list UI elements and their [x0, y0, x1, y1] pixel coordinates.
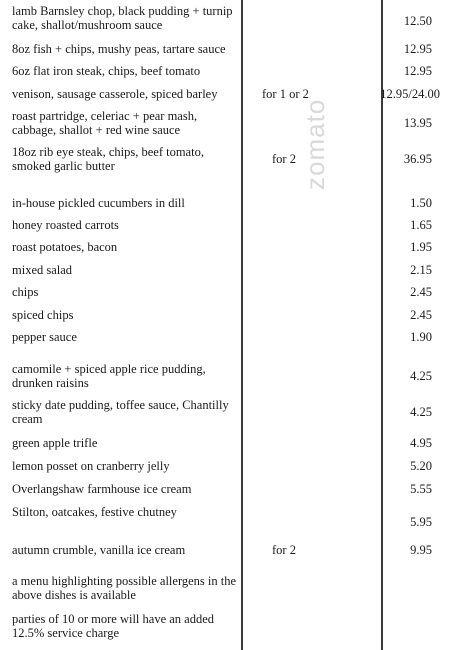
item-description: roast partridge, celeriac + pear mash, cabbage, shallot + red wine sauce [12, 109, 198, 137]
item-description: in-house pickled cucumbers in dill [12, 196, 185, 210]
item-price: 36.95 [403, 152, 432, 166]
item-description: 6oz flat iron steak, chips, beef tomato [12, 64, 201, 78]
item-price: 4.95 [410, 436, 432, 450]
item-price: 1.90 [410, 330, 432, 344]
item-price: 5.95 [410, 515, 432, 529]
item-portion-note: for 2 [272, 152, 296, 166]
allergen-notice: a menu highlighting possible allergens in the above dishes is available [12, 574, 237, 602]
item-price: 4.25 [410, 369, 432, 383]
item-price: 12.95 [403, 64, 432, 78]
item-description: green apple trifle [12, 436, 98, 450]
item-description: 18oz rib eye steak, chips, beef tomato, smoked garlic butter [12, 145, 204, 173]
item-portion-note: for 2 [272, 543, 296, 557]
item-description: mixed salad [12, 263, 73, 277]
item-price: 4.25 [410, 405, 432, 419]
item-description: pepper sauce [12, 330, 77, 344]
item-price: 12.95 [403, 42, 432, 56]
item-price: 12.95/24.00 [380, 87, 440, 101]
item-price: 5.55 [410, 482, 432, 496]
item-price: 2.45 [410, 285, 432, 299]
item-description: lemon posset on cranberry jelly [12, 459, 170, 473]
item-description: honey roasted carrots [12, 218, 119, 232]
item-description: lamb Barnsley chop, black pudding + turnip cake, shallot/mushroom sauce [12, 4, 233, 32]
item-description: autumn crumble, vanilla ice cream [12, 543, 186, 557]
item-description: roast potatoes, bacon [12, 240, 118, 254]
item-price: 12.50 [403, 14, 432, 28]
item-description: camomile + spiced apple rice pudding, drunken raisins [12, 362, 206, 390]
item-price: 1.95 [410, 240, 432, 254]
item-description: venison, sausage casserole, spiced barley [12, 87, 218, 101]
zomato-watermark: zomato [300, 98, 330, 190]
item-price: 2.45 [410, 308, 432, 322]
item-price: 9.95 [410, 543, 432, 557]
item-price: 13.95 [403, 116, 432, 130]
item-description: 8oz fish + chips, mushy peas, tartare sauce [12, 42, 226, 56]
item-price: 2.15 [410, 263, 432, 277]
item-price: 5.20 [410, 459, 432, 473]
item-price: 1.50 [410, 196, 432, 210]
service-charge-notice: parties of 10 or more will have an added 12.5% service charge [12, 612, 215, 640]
item-description: Stilton, oatcakes, festive chutney [12, 505, 177, 519]
item-description: Overlangshaw farmhouse ice cream [12, 482, 192, 496]
item-description: sticky date pudding, toffee sauce, Chantilly cream [12, 398, 229, 426]
item-description: chips [12, 285, 39, 299]
item-portion-note: for 1 or 2 [262, 87, 309, 101]
item-description: spiced chips [12, 308, 74, 322]
item-price: 1.65 [410, 218, 432, 232]
